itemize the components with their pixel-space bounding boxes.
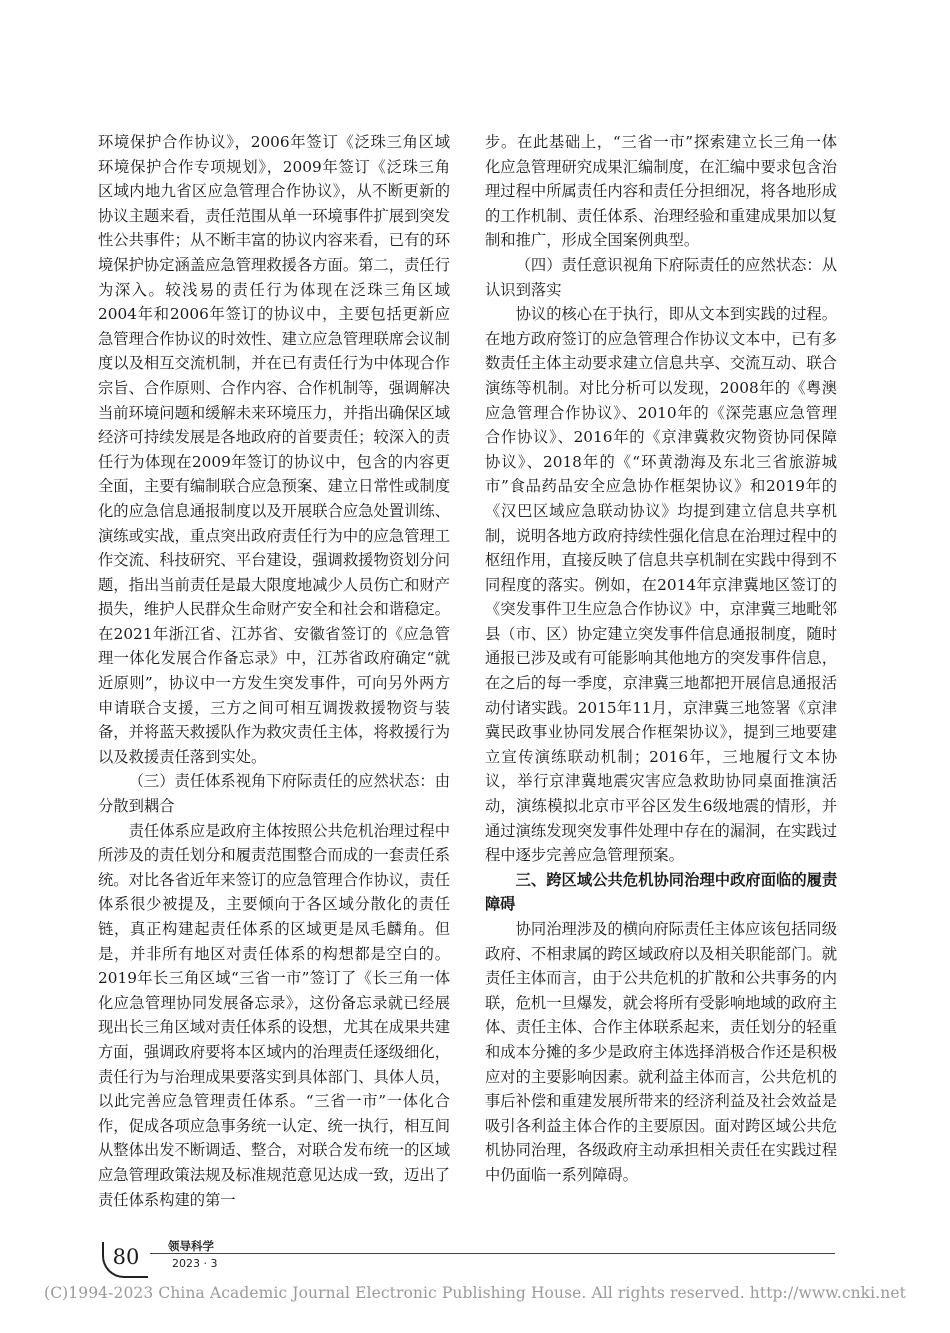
paragraph: 步。在此基础上，“三省一市”探索建立长三角一体化应急管理研究成果汇编制度，在汇编中要求包含治理过程中所属责任内容和责任分担细况，将各地形成的工作机制、责任体系、治理经验和重建成果加以复制和推广，形成全国案例典型。: [485, 133, 837, 250]
copyright-watermark: (C)1994-2023 China Academic Journal Electronic Publishing House. All rights reserved. http://www.cnki.net: [44, 1284, 906, 1302]
journal-name: 领导科学: [168, 1239, 214, 1253]
paragraph: 协同治理涉及的横向府际责任主体应该包括同级政府、不相隶属的跨区域政府以及相关职能部门。就责任主体而言，由于公共危机的扩散和公共事务的内联，危机一旦爆发，就会将所有受影响地域的政府主体、责任主体、合作主体联系起来，责任划分的轻重和成本分摊的多少是政府主体选择消极合作还是积极应对的主要影响因素。就利益主体而言，公共危机的事后补偿和重建发展所带来的经济利益及社会效益是吸引各利益主体合作的主要原因。面对跨区域公共危机协同治理，各级政府主动承担相关责任在实践过程中仍面临一系列障碍。: [485, 920, 837, 1184]
section-heading: （三）责任体系视角下府际责任的应然状态：由分散到耦合: [98, 772, 450, 816]
paragraph: 协议的核心在于执行，即从文本到实践的过程。在地方政府签订的应急管理合作协议文本中，已有多数责任主体主动要求建立信息共享、交流互动、联合演练等机制。对比分析可以发现，2008年的《粤澳应急管理合作协议》、2010年的《深莞惠应急管理合作协议》、2016年的《京津冀救灾物资协同保障协议》、2018年的《“环黄渤海及东北三省旅游城市”食品药品安全应急协作框架协议》和2019年的《汉巴区域应急联动协议》均提到建立信息共享机制，说明各地方政府持续性强化信息在治理过程中的枢纽作用，直接反映了信息共享机制在实践中得到不同程度的落实。例如，在2014年京津冀地区签订的《突发事件卫生应急合作协议》中，京津冀三地毗邻县（市、区）协定建立突发事件信息通报制度，随时通报已涉及或有可能影响其他地方的突发事件信息，在之后的每一季度，京津冀三地都把开展信息通报活动付诸实践。2015年11月，京津冀三地签署《京津冀民政事业协同发展合作框架协议》，提到三地要建立宣传演练联动机制；2016年，三地履行文本协议，举行京津冀地震灾害应急救助协同桌面推演活动，演练模拟北京市平谷区发生6级地震的情形，并通过演练发现突发事件处理中存在的漏洞，在实践过程中逐步完善应急管理预案。: [485, 305, 837, 865]
issue-number: 2023 · 3: [172, 1257, 218, 1270]
footer-divider: [150, 1253, 835, 1254]
right-column: [485, 130, 837, 1188]
page-footer: [0, 1238, 950, 1278]
paragraph: 责任体系应是政府主体按照公共危机治理过程中所涉及的责任划分和履责范围整合而成的一套责任系统。对比各省近年来签订的应急管理合作协议，责任体系很少被提及，主要倾向于各区域分散化的责任链，真正构建起责任体系的区域更是凤毛麟角。但是，并非所有地区对责任体系的构想都是空白的。2019年长三角区域“三省一市”签订了《长三角一体化应急管理协同发展备忘录》，这份备忘录就已经展现出长三角区域对责任体系的设想，尤其在成果共建方面，强调政府要将本区域内的治理责任逐级细化，责任行为与治理成果要落实到具体部门、具体人员，以此完善应急管理责任体系。“三省一市”一体化合作，促成各项应急事务统一认定、统一执行，相互间从整体出发不断调适、整合，对联合发布统一的区域应急管理政策法规及标准规范意见达成一致，迈出了责任体系构建的第一: [98, 821, 450, 1209]
page-number: 80: [102, 1242, 148, 1278]
paragraph: 环境保护合作协议》，2006年签订《泛珠三角区域环境保护合作专项规划》，2009年签订《泛珠三角区域内地九省区应急管理合作协议》，从不断更新的协议主题来看，责任范围从单一环境事件扩展到突发性公共事件；从不断丰富的协议内容来看，已有的环境保护协定涵盖应急管理救援各方面。第二，责任行为深入。较浅易的责任行为体现在泛珠三角区域2004年和2006年签订的协议中，主要包括更新应急管理合作协议的时效性、建立应急管理联席会议制度以及相互交流机制，并在已有责任行为中体现合作宗旨、合作原则、合作内容、合作机制等，强调解决当前环境问题和缓解未来环境压力，并指出确保区域经济可持续发展是各地政府的首要责任；较深入的责任行为体现在2009年签订的协议中，包含的内容更全面，主要有编制联合应急预案、建立日常性或制度化的应急信息通报制度以及开展联合应急处置训练、演练或实战，重点突出政府责任行为中的应急管理工作交流、科技研究、平台建设，强调救援物资划分问题，指出当前责任是最大限度地减少人员伤亡和财产损失，维护人民群众生命财产安全和社会和谐稳定。在2021年浙江省、江苏省、安徽省签订的《应急管理一体化发展合作备忘录》中，江苏省政府确定“就近原则”，协议中一方发生突发事件，可向另外两方申请联合支援，三方之间可相互调拨救援物资与装备，并将蓝天救援队作为救灾责任主体，将救援行为以及救援责任落到实处。: [98, 133, 450, 766]
section-heading: （四）责任意识视角下府际责任的应然状态：从认识到落实: [485, 255, 837, 299]
left-column: [98, 130, 450, 1212]
part-heading: 三、跨区域公共危机协同治理中政府面临的履责障碍: [485, 870, 837, 914]
